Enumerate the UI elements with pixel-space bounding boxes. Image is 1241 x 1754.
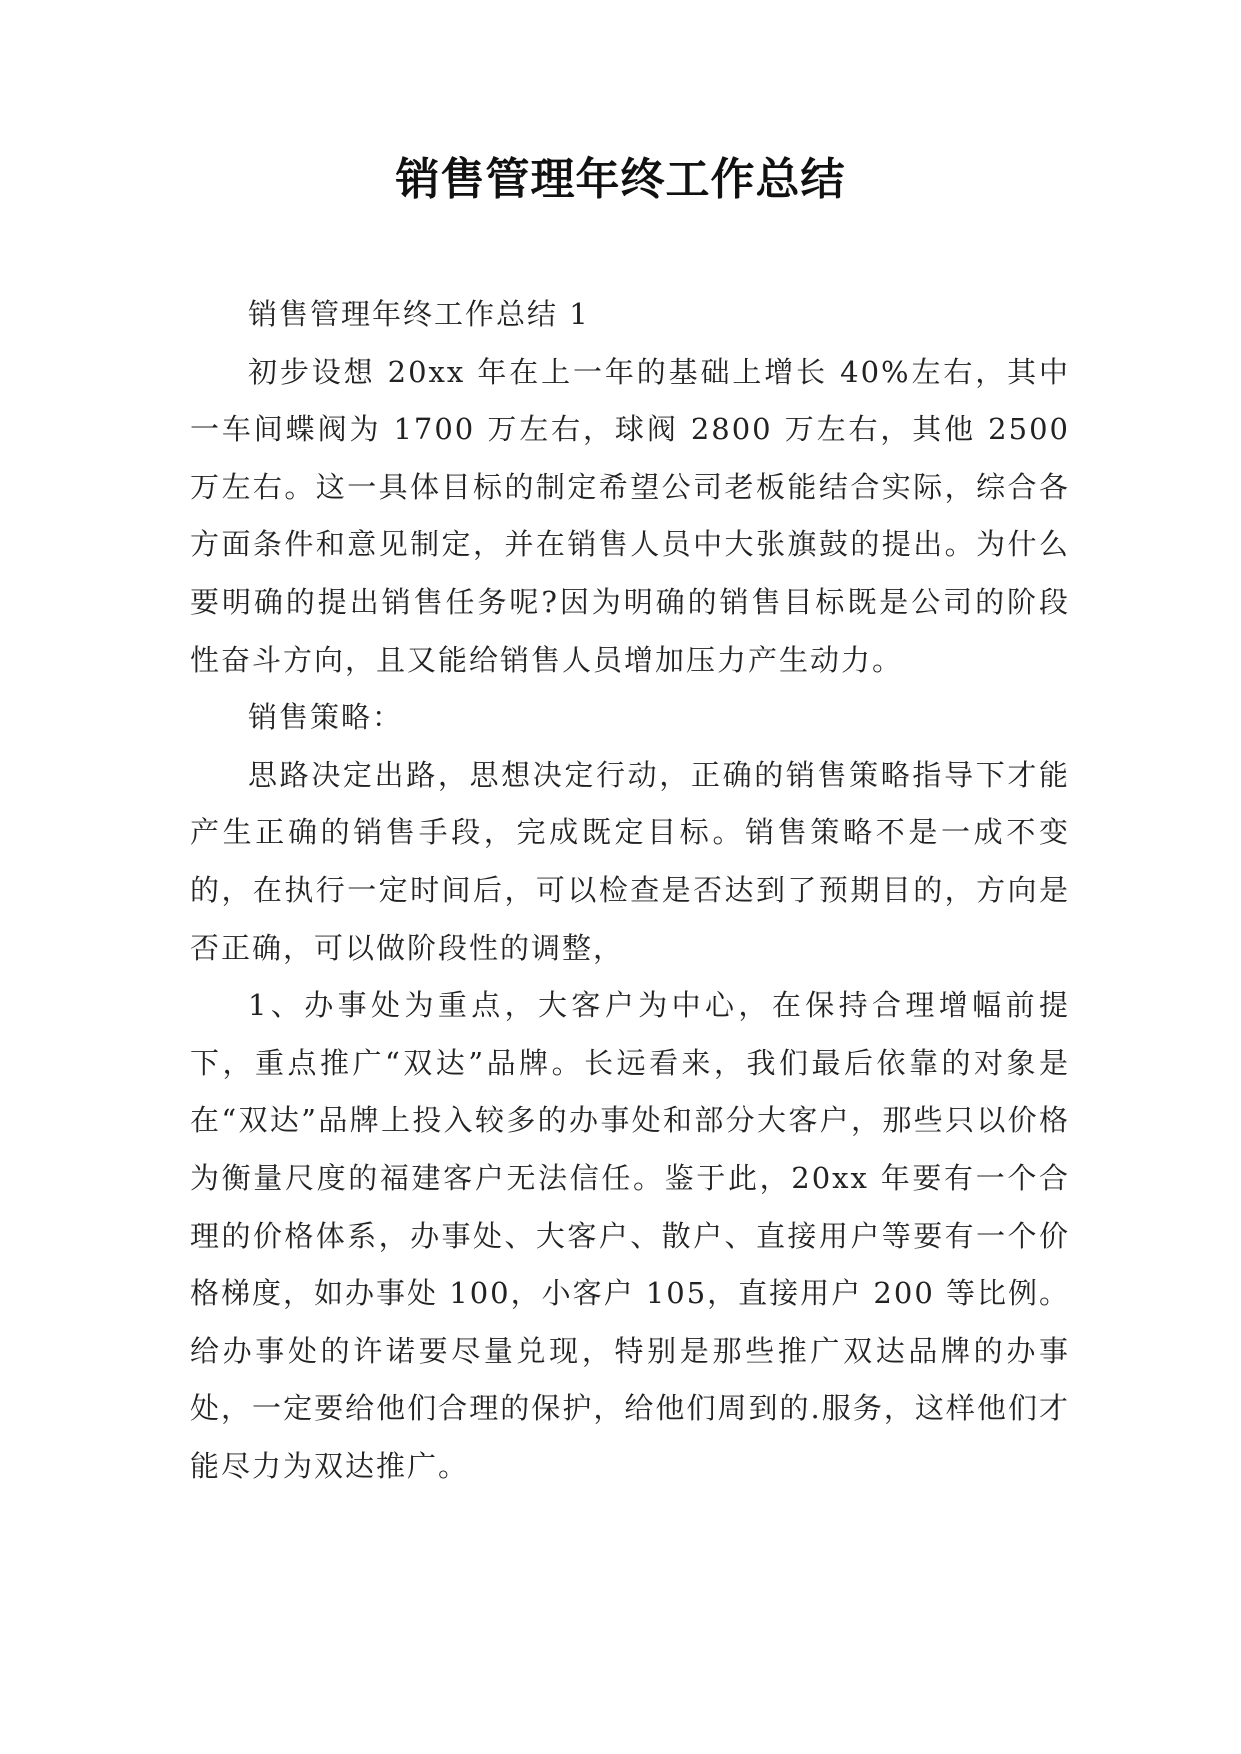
document-body [190, 286, 1070, 1495]
paragraph-sales-target: 初步设想 20xx 年在上一年的基础上增长 40%左右，其中一车间蝶阀为 1700 万左右，球阀 2800 万左右，其他 2500 万左右。这一具体目标的制定希望公司老板能结合实际，综合各方面条件和意见制定，并在销售人员中大张旗鼓的提出。为什么要明确的提出销售任务呢?因为明确的销售目标既是公司的阶段性奋斗方向，且又能给销售人员增加压力产生动力。 [190, 354, 1070, 677]
document-title: 销售管理年终工作总结 [395, 154, 846, 205]
section-heading: 销售管理年终工作总结 1 [248, 297, 590, 331]
paragraph-point-1: 1、办事处为重点，大客户为中心，在保持合理增幅前提下，重点推广“双达”品牌。长远看来，我们最后依靠的对象是在“双达”品牌上投入较多的办事处和部分大客户，那些只以价格为衡量尺度的福建客户无法信任。鉴于此，20xx 年要有一个合理的价格体系，办事处、大客户、散户、直接用户等要有一个价格梯度，如办事处 100，小客户 105，直接用户 200 等比例。给办事处的许诺要尽量兑现，特别是那些推广双达品牌的办事处，一定要给他们合理的保护，给他们周到的.服务，这样他们才能尽力为双达推广。 [190, 988, 1070, 1483]
paragraph-strategy: 思路决定出路，思想决定行动，正确的销售策略指导下才能产生正确的销售手段，完成既定目标。销售策略不是一成不变的，在执行一定时间后，可以检查是否达到了预期目的，方向是否正确，可以做阶段性的调整， [190, 757, 1070, 965]
section-heading-strategy: 销售策略： [248, 700, 404, 735]
